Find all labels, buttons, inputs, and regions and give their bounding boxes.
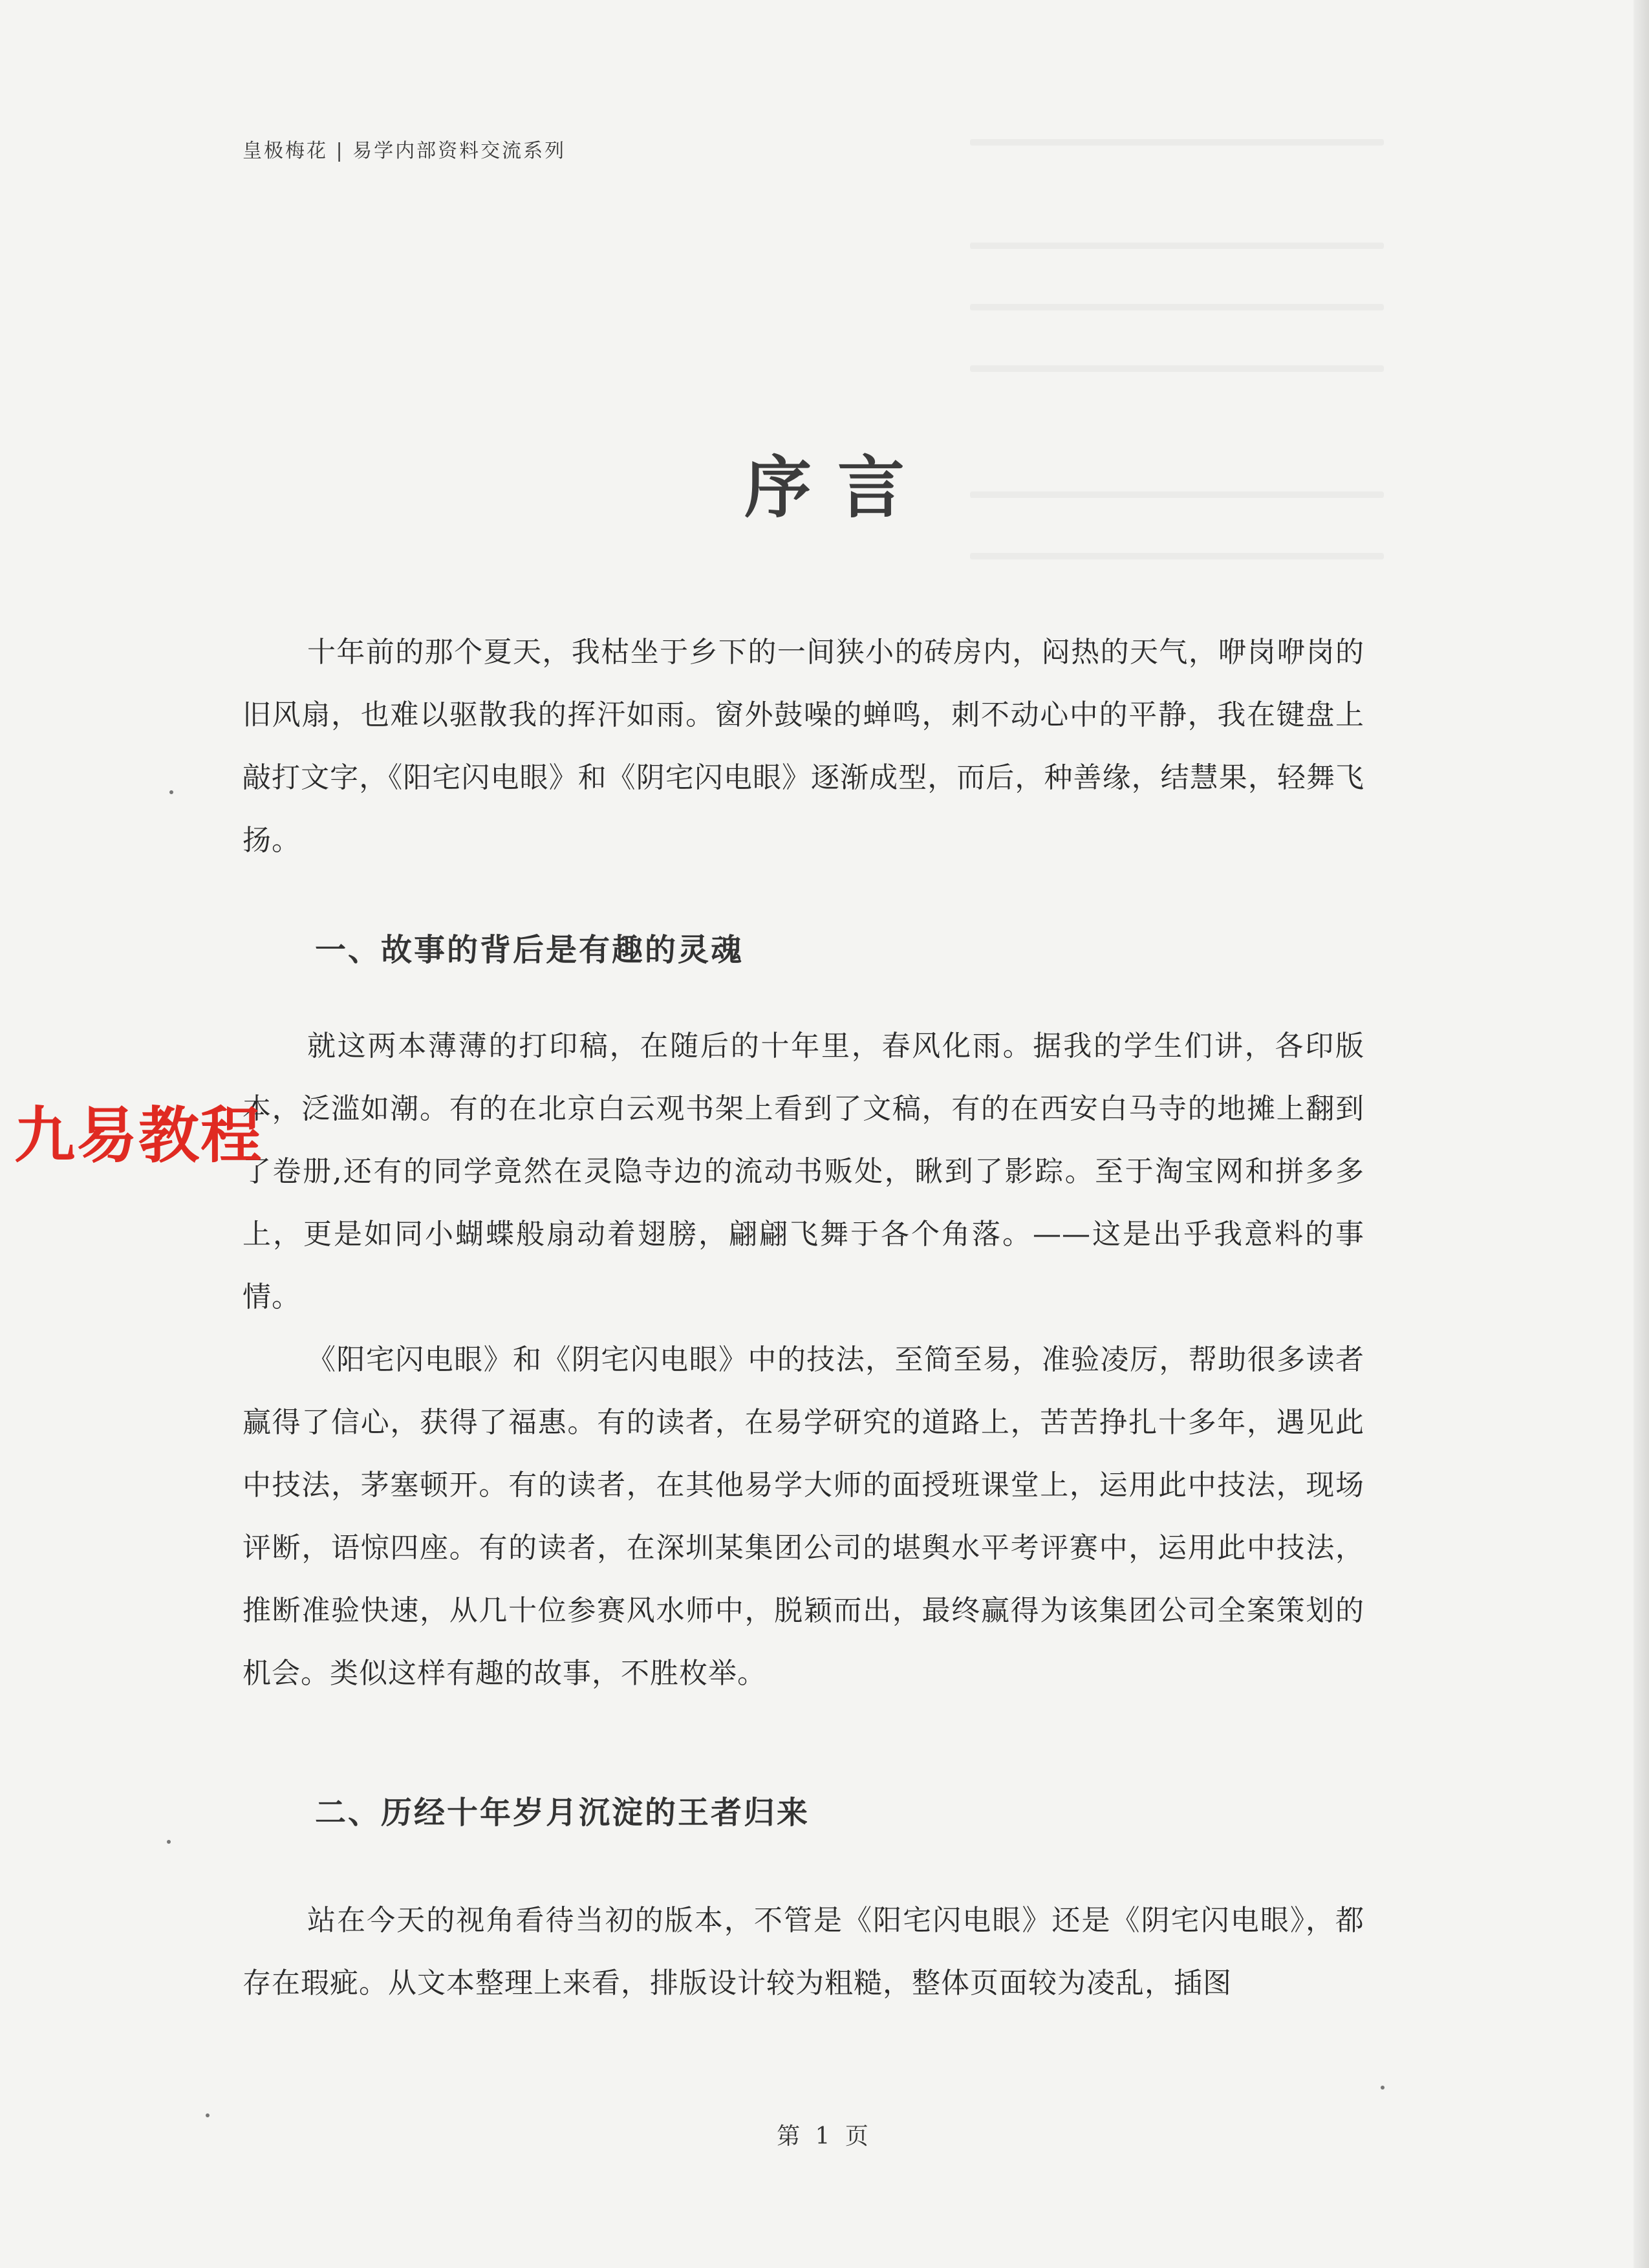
scan-speck xyxy=(206,2113,210,2117)
bleed-through-line xyxy=(970,243,1384,249)
running-header: 皇极梅花 | 易学内部资料交流系列 xyxy=(242,140,566,162)
bleed-through-line xyxy=(970,304,1384,310)
bleed-through-line xyxy=(970,365,1384,372)
paragraph-today: 站在今天的视角看待当初的版本，不管是《阳宅闪电眼》还是《阴宅闪电眼》，都存在瑕疵。从文本整理上来看，排版设计较为粗糙，整体页面较为凌乱，插图 xyxy=(242,1904,1364,2000)
bleed-through-line xyxy=(970,139,1384,146)
section-heading-1: 一、故事的背后是有趣的灵魂 xyxy=(315,932,744,968)
scan-edge-shadow xyxy=(1633,0,1649,2268)
page-number: 第 1 页 xyxy=(777,2123,872,2150)
watermark-logo: 九易教程 xyxy=(14,1101,263,1171)
bleed-through-line xyxy=(970,553,1384,559)
paragraph-techniques: 《阳宅闪电眼》和《阴宅闪电眼》中的技法，至简至易，准验凌厉，帮助很多读者赢得了信心，获得了福惠。有的读者，在易学研究的道路上，苦苦挣扎十多年，遇见此中技法，茅塞顿开。有的读者，在其他易学大师的面授班课堂上，运用此中技法，现场评断，语惊四座。有的读者，在深圳某集团公司的堪舆水平考评赛中，运用此中技法，推断准验快速，从几十位参赛风水师中，脱颖而出，最终赢得为该集团公司全案策划的机会。类似这样有趣的故事，不胜枚举。 xyxy=(242,1343,1364,1690)
document-body xyxy=(242,621,1364,2014)
paragraph-intro: 十年前的那个夏天，我枯坐于乡下的一间狭小的砖房内，闷热的天气，咿岗咿岗的旧风扇，也难以驱散我的挥汗如雨。窗外鼓噪的蝉鸣，刺不动心中的平静，我在键盘上敲打文字，《阳宅闪电眼》和《阴宅闪电眼》逐渐成型，而后，种善缘，结慧果，轻舞飞扬。 xyxy=(242,636,1364,857)
page-title: 序言 xyxy=(744,447,931,527)
scan-speck xyxy=(167,1840,171,1844)
scan-speck xyxy=(169,790,173,794)
scan-speck xyxy=(1381,2086,1385,2090)
paragraph-story: 就这两本薄薄的打印稿，在随后的十年里，春风化雨。据我的学生们讲，各印版本，泛滥如潮。有的在北京白云观书架上看到了文稿，有的在西安白马寺的地摊上翻到了卷册,还有的同学竟然在灵隐寺边的流动书贩处，瞅到了影踪。至于淘宝网和拼多多上，更是如同小蝴蝶般扇动着翅膀，翩翩飞舞于各个角落。——这是出乎我意料的事情。 xyxy=(242,1030,1364,1313)
section-heading-2: 二、历经十年岁月沉淀的王者归来 xyxy=(315,1795,810,1831)
